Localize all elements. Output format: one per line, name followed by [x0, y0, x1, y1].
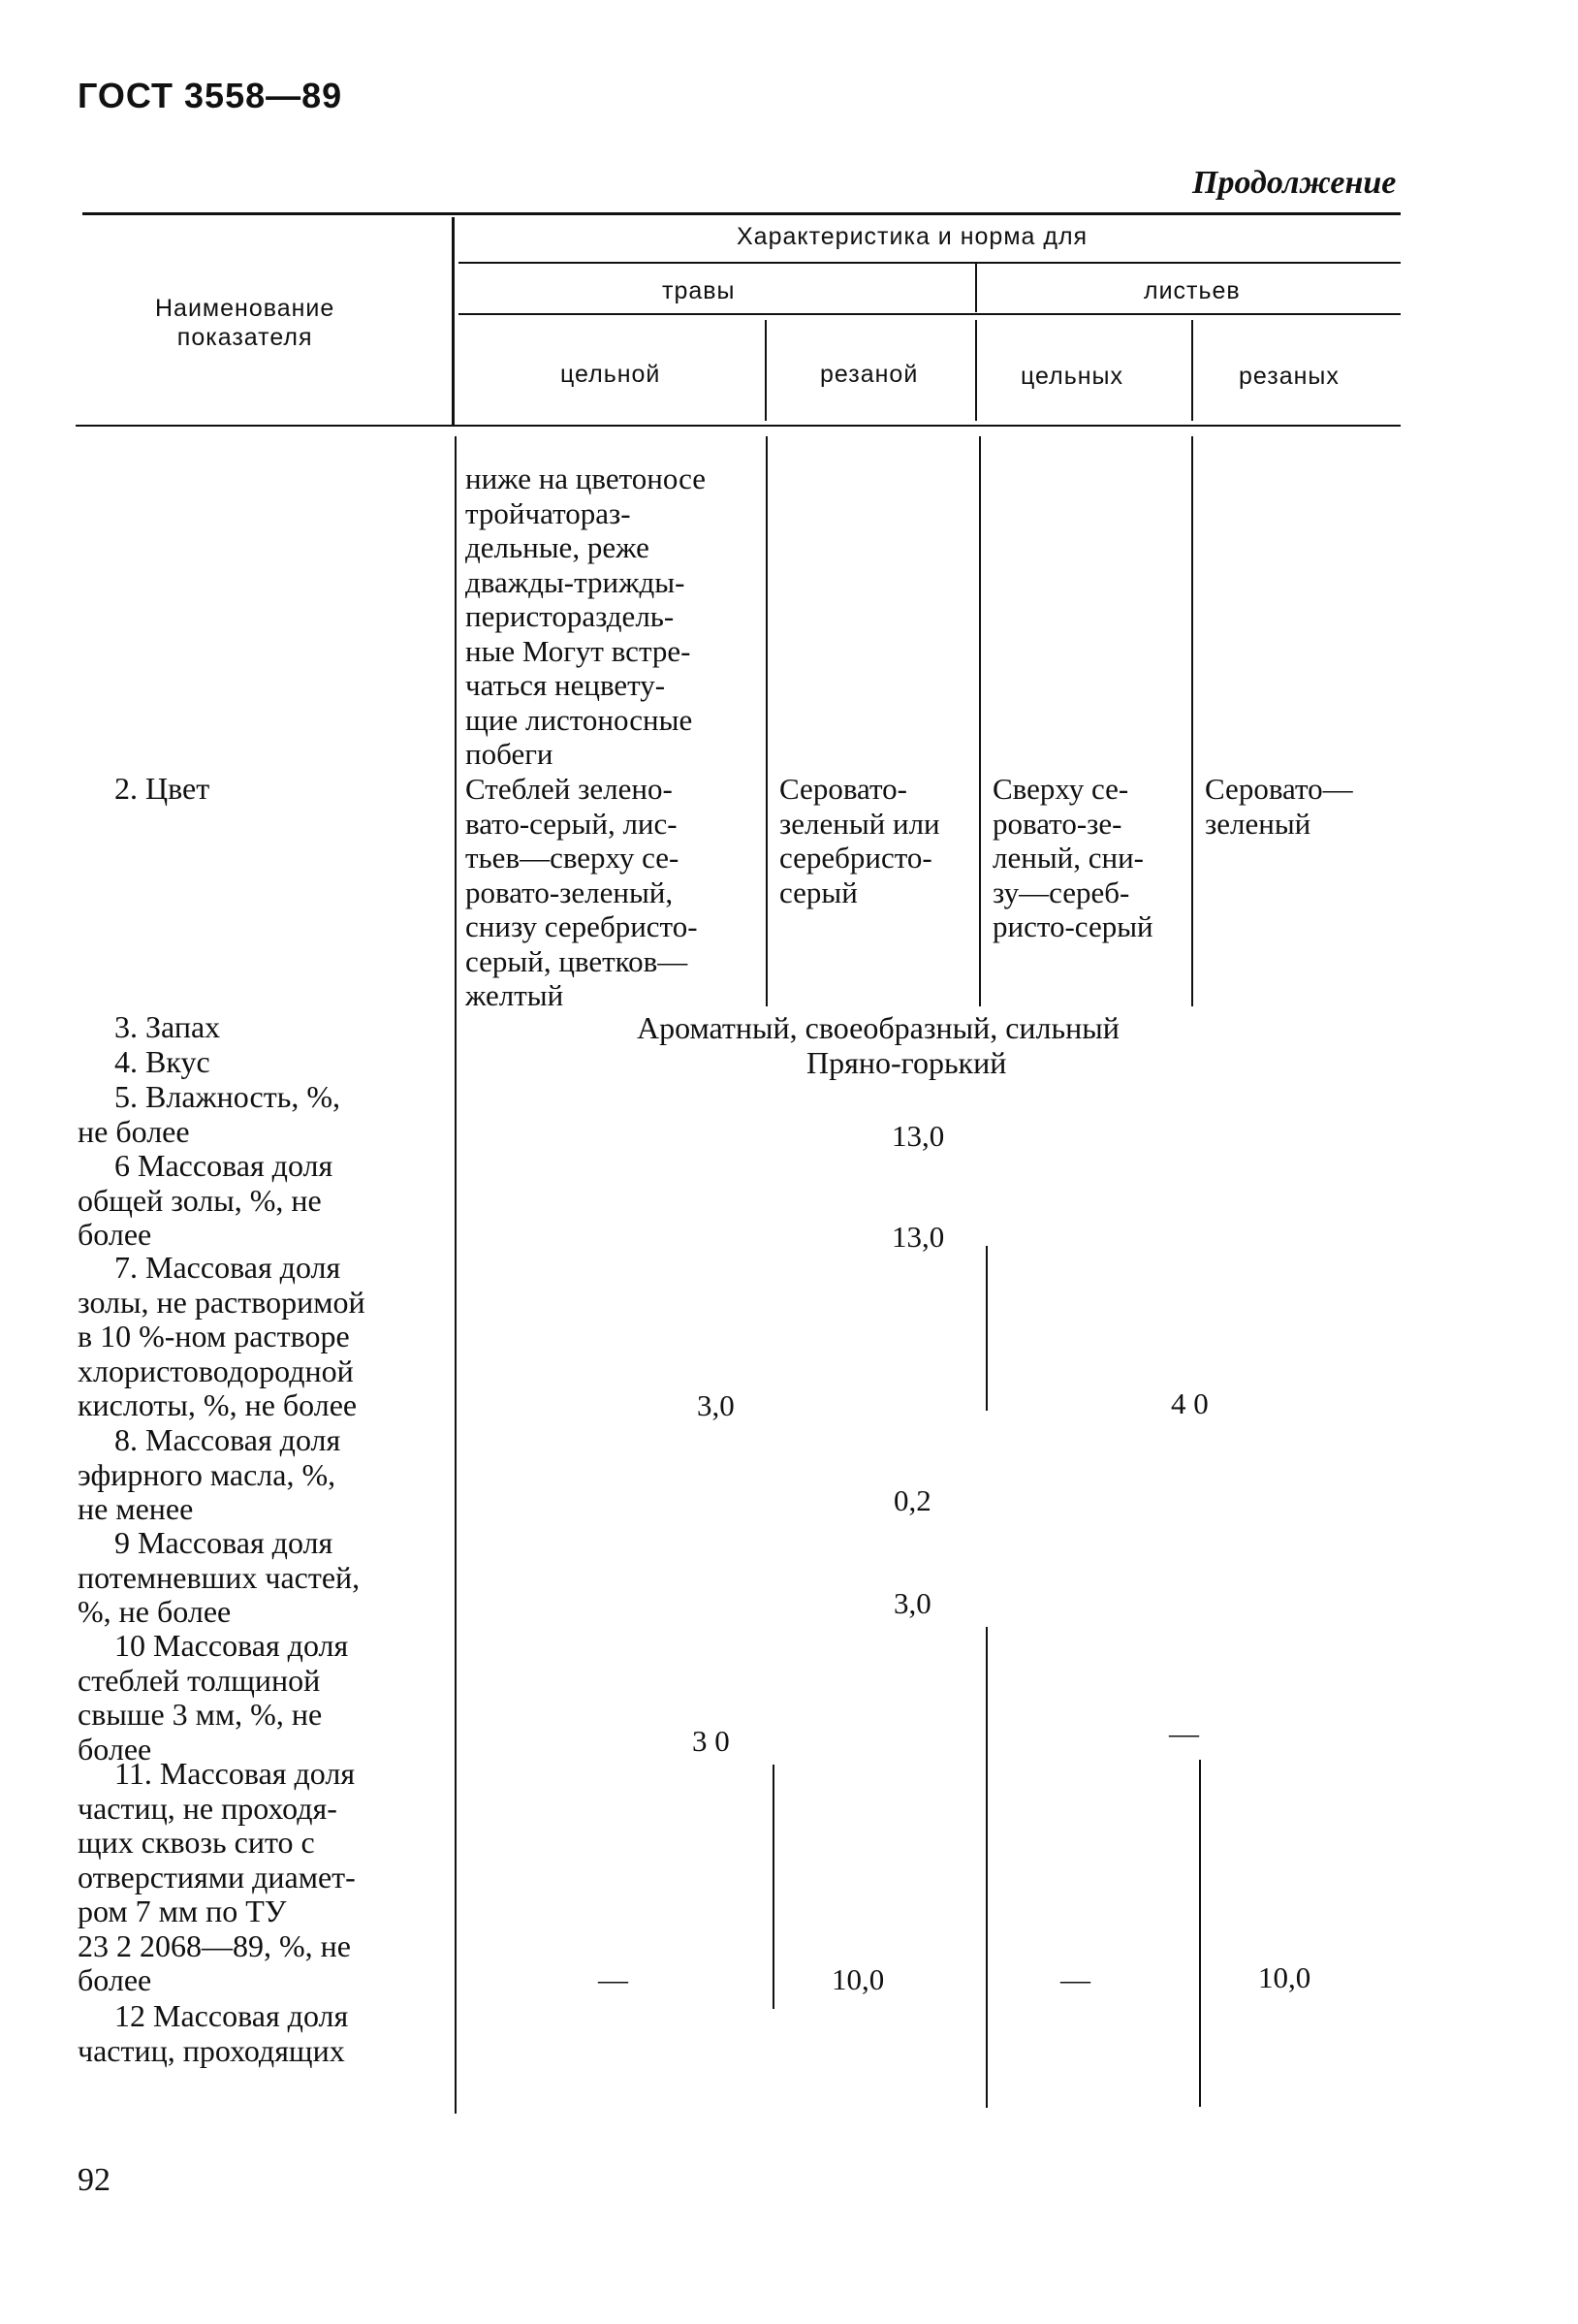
herb-heading: травы: [662, 277, 736, 304]
indicator-taste: 4. Вкус: [114, 1044, 210, 1079]
particles-divider-leaves: [1199, 1760, 1201, 2107]
total-ash-value: 13,0: [892, 1220, 945, 1254]
coarse-particles-herb-whole: —: [598, 1962, 628, 1996]
indicator-name-heading: Наименование показателя: [155, 295, 335, 351]
group-rule: [458, 262, 1401, 264]
moisture-value: 13,0: [892, 1119, 945, 1153]
body-divider-herb-upper: [766, 436, 768, 1006]
color-leaves-whole: Сверху се- ровато-зе- леный, сни- зу—сереб- ристо-серый: [993, 772, 1153, 943]
subgroup-rule: [458, 313, 1401, 315]
insoluble-ash-herb: 3,0: [697, 1388, 735, 1422]
characteristic-heading: Характеристика и норма для: [737, 223, 1089, 250]
indicator-fine-particles: 12 Массовая доля частиц, проходящих: [78, 1998, 349, 2068]
thick-stems-leaves: —: [1169, 1716, 1199, 1750]
insoluble-ash-leaves: 4 0: [1171, 1386, 1209, 1420]
coarse-particles-leaves-cut: 10,0: [1258, 1960, 1311, 1994]
body-divider-leaves-upper: [1191, 436, 1193, 1006]
indicator-thick-stems: 10 Массовая доля стеблей толщиной свыше 3 мм, %, не более: [78, 1628, 349, 1767]
header-divider-leaves-mid: [975, 320, 977, 421]
header-divider-name: [452, 217, 455, 425]
coarse-particles-herb-cut: 10,0: [832, 1962, 885, 1996]
darkened-parts-value: 3,0: [894, 1586, 931, 1620]
header-divider-herb-leaves: [975, 264, 977, 312]
document-number: ГОСТ 3558—89: [78, 76, 343, 115]
stems-divider: [986, 1627, 988, 2108]
ash-divider: [986, 1246, 988, 1411]
indicator-coarse-particles: 11. Массовая доля частиц, не проходя- щих сквозь сито с отверстиями диамет- ром 7 мм по ТУ 23 2 2068—89, %, не более: [78, 1756, 356, 1997]
indicator-insoluble-ash: 7. Массовая доля золы, не растворимой в 10 %-ном растворе хлористоводородной кислоты, %, не более: [78, 1250, 365, 1422]
leaves-cut-heading: резаных: [1239, 363, 1340, 390]
header-divider-herb: [765, 320, 767, 421]
table-top-rule: [82, 212, 1401, 215]
color-herb-whole: Стеблей зелено- вато-серый, лис- тьев—сверху се- ровато-зеленый, снизу серебристо- серый, цветков— желтый: [465, 772, 698, 1012]
herb-whole-heading: цельной: [560, 361, 661, 388]
leaves-heading: листьев: [1144, 277, 1241, 304]
indicator-moisture: 5. Влажность, %, не более: [78, 1079, 340, 1149]
smell-value: Ароматный, своеобразный, сильный: [637, 1010, 1120, 1045]
particles-divider-herb: [773, 1765, 774, 2009]
body-divider-name: [455, 436, 457, 2114]
taste-value: Пряно-горький: [806, 1045, 1007, 1080]
color-herb-cut: Серовато- зеленый или серебристо- серый: [779, 772, 940, 909]
header-divider-leaves: [1191, 320, 1193, 421]
indicator-darkened-parts: 9 Массовая доля потемневших частей, %, не более: [78, 1525, 361, 1629]
herb-cut-heading: резаной: [820, 361, 919, 388]
page-number: 92: [78, 2162, 110, 2198]
coarse-particles-leaves-whole: —: [1060, 1962, 1090, 1996]
indicator-smell: 3. Запах: [114, 1009, 221, 1044]
indicator-total-ash: 6 Массовая доля общей золы, %, не более: [78, 1148, 333, 1252]
body-divider-middle-upper: [979, 436, 981, 1006]
indicator-essential-oil: 8. Массовая доля эфирного масла, %, не менее: [78, 1422, 341, 1526]
leaves-shape-continuation: ниже на цветоносе тройчатораз- дельные, реже дважды-трижды- перистораздель- ные Могут встре- чаться нецвету- щие листоносные побеги: [465, 462, 706, 771]
indicator-color: 2. Цвет: [114, 771, 210, 806]
color-leaves-cut: Серовато— зеленый: [1205, 772, 1353, 841]
header-bottom-rule: [76, 425, 1401, 427]
leaves-whole-heading: цельных: [1021, 363, 1123, 390]
continuation-label: Продолжение: [1192, 165, 1397, 201]
essential-oil-value: 0,2: [894, 1483, 931, 1517]
thick-stems-herb: 3 0: [692, 1724, 730, 1758]
